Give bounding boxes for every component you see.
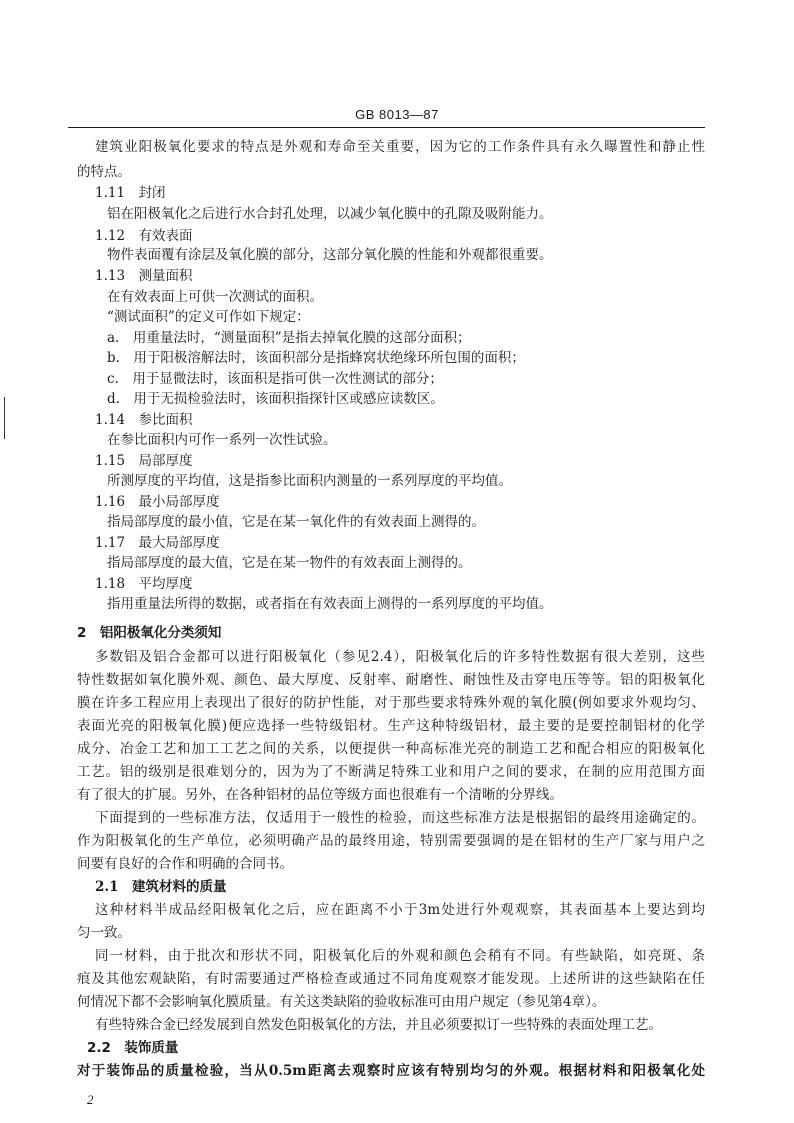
text-line: 间要有良好的合作和明确的合同书。 xyxy=(77,856,293,872)
text-line: 有些特殊合金已经发展到自然发色阳极氧化的方法，并且必须要拟订一些特殊的表面处理工艺。 xyxy=(95,1017,662,1033)
list-item: b. 用于阳极溶解法时，该面积部分是指蜂窝状绝缘环所包围的面积； xyxy=(107,350,525,366)
text-line: 对于装饰品的质量检验，当从0.5m距离去观察时应该有特别均匀的外观。根据材料和阳极氧化处 xyxy=(77,1063,705,1079)
list-item: a. 用重量法时，“测量面积”是指去掉氧化膜的这部分面积； xyxy=(107,330,471,346)
text-line: 同一材料，由于批次和形状不同，阳极氧化后的外观和颜色会稍有不同。有些缺陷，如亮斑、条 xyxy=(95,948,705,964)
clause-heading: 1.17 最大局部厚度 xyxy=(95,535,220,551)
clause-heading: 1.12 有效表面 xyxy=(95,228,193,244)
subsection-heading: 2.2 装饰质量 xyxy=(87,1040,179,1056)
text-line: 这种材料半成品经阳极氧化之后，应在距离不小于3m处进行外观观察，其表面基本上要达到均 xyxy=(95,902,705,918)
text-line: 铝在阳极氧化之后进行水合封孔处理，以减少氧化膜中的孔隙及吸附能力。 xyxy=(107,206,553,222)
text-line: “测试面积”的定义可作如下规定： xyxy=(107,309,310,325)
text-line: 表面光亮的阳极氧化膜)便应选择一些特级铝材。生产这种特级铝材，最主要的是要控制铝材的化学 xyxy=(77,718,705,734)
clause-heading: 1.16 最小局部厚度 xyxy=(95,494,220,510)
text-line: 指局部厚度的最大值，它是在某一物件的有效表面上测得的。 xyxy=(107,555,472,571)
page-header: GB 8013—87 xyxy=(355,107,439,122)
text-line: 在有效表面上可供一次测试的面积。 xyxy=(107,289,323,305)
text-line: 下面提到的一些标准方法，仅适用于一般性的检验，而这些标准方法是根据铝的最终用途确定的。 xyxy=(95,810,705,826)
text-line: 特性数据如氧化膜外观、颜色、最大厚度、反射率、耐磨性、耐蚀性及击穿电压等等。铝的阳极氧化 xyxy=(77,672,705,688)
clause-heading: 1.15 局部厚度 xyxy=(95,453,193,469)
text-line: 指用重量法所得的数据，或者指在有效表面上测得的一系列厚度的平均值。 xyxy=(107,596,553,612)
text-line: 建筑业阳极氧化要求的特点是外观和寿命至关重要，因为它的工作条件具有永久曝置性和静止性 xyxy=(95,139,705,155)
text-line: 多数铝及铝合金都可以进行阳极氧化（参见2.4），阳极氧化后的许多特性数据有很大差别，这些 xyxy=(95,649,705,665)
list-item: c. 用于显微法时，该面积是指可供一次性测试的部分； xyxy=(107,371,443,387)
text-line: 膜在许多工程应用上表现出了很好的防护性能，对于那些要求特殊外观的氧化膜(例如要求外观均匀、 xyxy=(77,695,705,711)
page-number: 2 xyxy=(87,1092,94,1107)
text-line: 作为阳极氧化的生产单位，必须明确产品的最终用途，特别需要强调的是在铝材的生产厂家与用户之 xyxy=(77,833,705,849)
text-line: 所测厚度的平均值，这是指参比面积内测量的一系列厚度的平均值。 xyxy=(107,473,512,489)
text-line: 在参比面积内可作一系列一次性试验。 xyxy=(107,432,337,448)
text-line: 匀一致。 xyxy=(77,925,131,941)
text-line: 有了很大的扩展。另外，在各种铝材的品位等级方面也很难有一个清晰的分界线。 xyxy=(77,787,563,803)
text-line: 的特点。 xyxy=(77,164,131,180)
margin-mark xyxy=(4,397,5,439)
clause-heading: 1.11 封闭 xyxy=(95,185,166,201)
subsection-heading: 2.1 建筑材料的质量 xyxy=(95,879,227,895)
header-rule xyxy=(68,127,705,128)
text-line: 指局部厚度的最小值，它是在某一氧化件的有效表面上测得的。 xyxy=(107,514,485,530)
section-heading: 2 铝阳极氧化分类须知 xyxy=(77,625,222,641)
clause-heading: 1.14 参比面积 xyxy=(95,412,193,428)
text-line: 物件表面覆有涂层及氧化膜的部分，这部分氧化膜的性能和外观都很重要。 xyxy=(107,247,553,263)
text-line: 何情况下都不会影响氧化膜质量。有关这类缺陷的验收标准可由用户规定（参见第4章）。 xyxy=(77,994,606,1010)
text-line: 成分、冶金工艺和加工工艺之间的关系，以便提供一种高标准光亮的制造工艺和配合相应的阳极氧化 xyxy=(77,741,705,757)
clause-heading: 1.13 测量面积 xyxy=(95,268,193,284)
clause-heading: 1.18 平均厚度 xyxy=(95,576,193,592)
list-item: d. 用于无损检验法时，该面积指探针区或感应读数区。 xyxy=(107,391,444,407)
text-line: 工艺。铝的级别是很难划分的，因为为了不断满足特殊工业和用户之间的要求，在制的应用范围方面 xyxy=(77,764,705,780)
text-line: 痕及其他宏观缺陷，有时需要通过严格检查或通过不同角度观察才能发现。上述所讲的这些缺陷在任 xyxy=(77,971,705,987)
